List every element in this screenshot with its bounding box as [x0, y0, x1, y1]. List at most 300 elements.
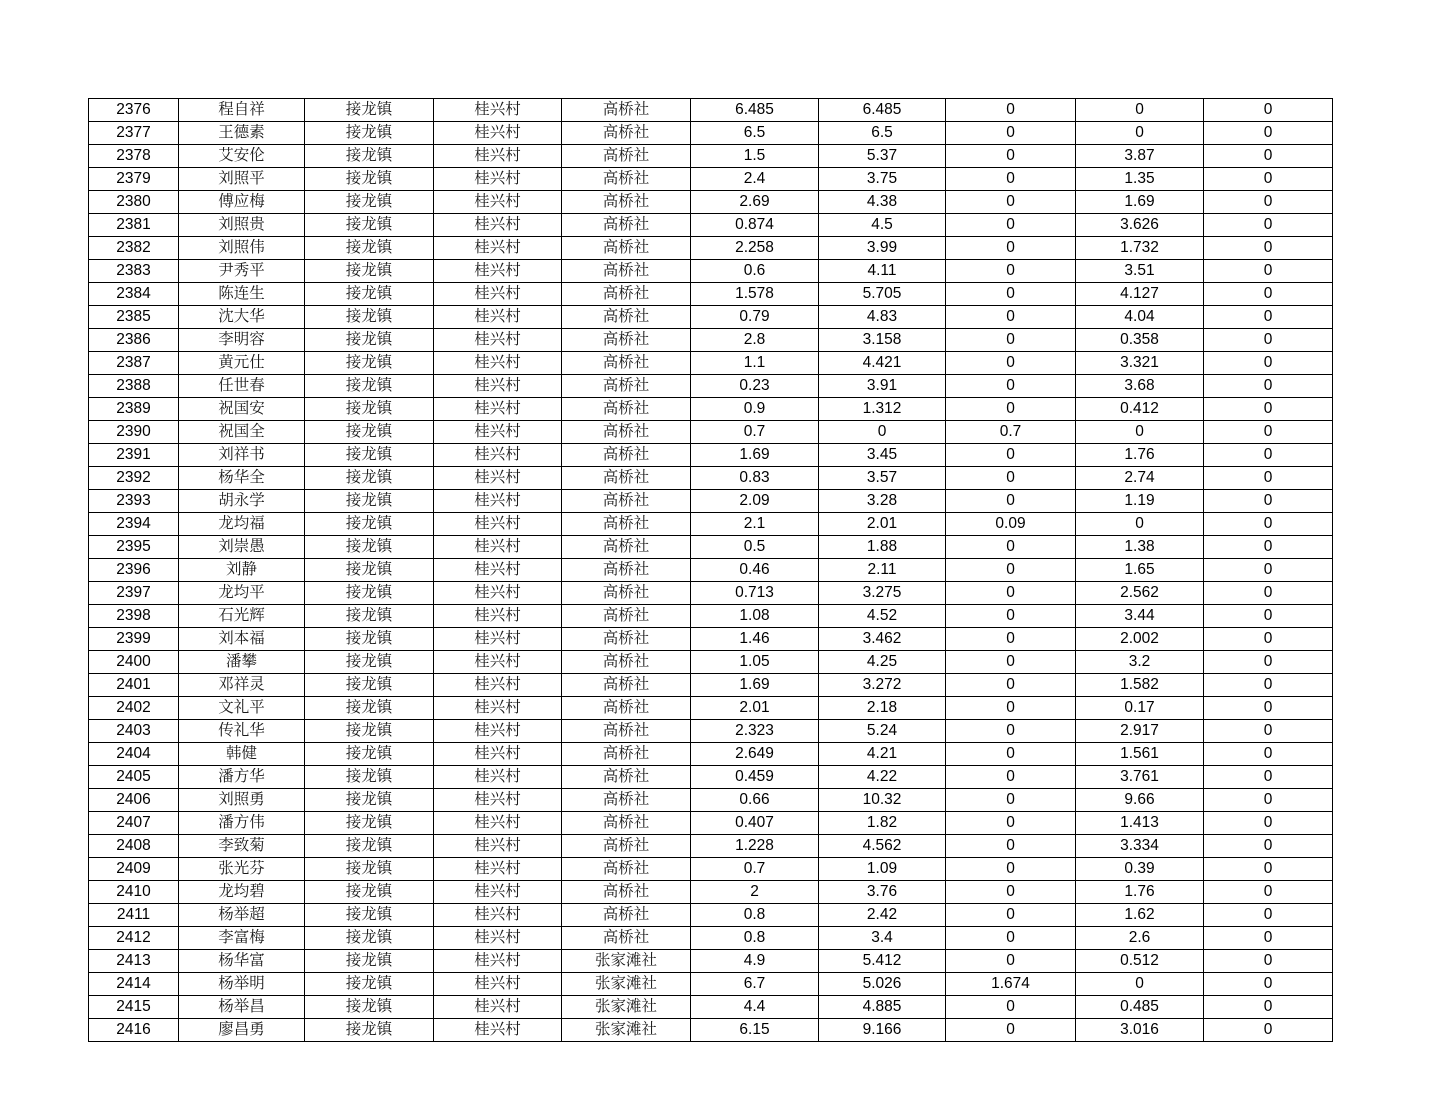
- cell-name: 刘静: [179, 559, 305, 582]
- cell-value3: 0: [946, 191, 1076, 214]
- cell-town: 接龙镇: [305, 467, 434, 490]
- cell-hamlet: 高桥社: [562, 99, 691, 122]
- cell-value1: 0.83: [691, 467, 819, 490]
- cell-name: 廖昌勇: [179, 1019, 305, 1042]
- cell-name: 黄元仕: [179, 352, 305, 375]
- cell-town: 接龙镇: [305, 398, 434, 421]
- cell-value2: 5.37: [819, 145, 946, 168]
- cell-value2: 3.75: [819, 168, 946, 191]
- cell-name: 刘照贵: [179, 214, 305, 237]
- cell-index: 2407: [89, 812, 179, 835]
- cell-value3: 0: [946, 237, 1076, 260]
- table-row: [89, 674, 1333, 697]
- cell-village: 桂兴村: [434, 352, 562, 375]
- cell-hamlet: 高桥社: [562, 214, 691, 237]
- cell-index: 2378: [89, 145, 179, 168]
- cell-value5: 0: [1204, 168, 1333, 191]
- cell-town: 接龙镇: [305, 306, 434, 329]
- cell-index: 2413: [89, 950, 179, 973]
- cell-index: 2383: [89, 260, 179, 283]
- cell-index: 2393: [89, 490, 179, 513]
- cell-hamlet: 张家滩社: [562, 950, 691, 973]
- cell-value2: 4.83: [819, 306, 946, 329]
- cell-value5: 0: [1204, 306, 1333, 329]
- cell-value1: 2.4: [691, 168, 819, 191]
- cell-value4: 0.485: [1076, 996, 1204, 1019]
- cell-hamlet: 高桥社: [562, 329, 691, 352]
- cell-index: 2400: [89, 651, 179, 674]
- cell-value1: 2.649: [691, 743, 819, 766]
- cell-value4: 3.44: [1076, 605, 1204, 628]
- cell-hamlet: 高桥社: [562, 835, 691, 858]
- cell-index: 2412: [89, 927, 179, 950]
- cell-value3: 0: [946, 996, 1076, 1019]
- cell-hamlet: 高桥社: [562, 306, 691, 329]
- cell-value5: 0: [1204, 973, 1333, 996]
- cell-value3: 0: [946, 1019, 1076, 1042]
- cell-value4: 3.334: [1076, 835, 1204, 858]
- cell-value2: 3.275: [819, 582, 946, 605]
- cell-village: 桂兴村: [434, 628, 562, 651]
- cell-village: 桂兴村: [434, 835, 562, 858]
- cell-town: 接龙镇: [305, 145, 434, 168]
- table-row: [89, 720, 1333, 743]
- cell-town: 接龙镇: [305, 628, 434, 651]
- cell-value4: 0: [1076, 973, 1204, 996]
- cell-index: 2376: [89, 99, 179, 122]
- cell-value2: 4.22: [819, 766, 946, 789]
- cell-hamlet: 高桥社: [562, 168, 691, 191]
- cell-value1: 6.7: [691, 973, 819, 996]
- cell-village: 桂兴村: [434, 513, 562, 536]
- cell-name: 张光芬: [179, 858, 305, 881]
- cell-value4: 1.38: [1076, 536, 1204, 559]
- cell-hamlet: 张家滩社: [562, 1019, 691, 1042]
- cell-index: 2408: [89, 835, 179, 858]
- cell-value3: 0: [946, 720, 1076, 743]
- cell-value5: 0: [1204, 122, 1333, 145]
- cell-index: 2388: [89, 375, 179, 398]
- cell-value1: 1.69: [691, 674, 819, 697]
- table-row: [89, 973, 1333, 996]
- cell-town: 接龙镇: [305, 329, 434, 352]
- cell-index: 2377: [89, 122, 179, 145]
- cell-value1: 1.46: [691, 628, 819, 651]
- table-row: [89, 122, 1333, 145]
- cell-value3: 0: [946, 444, 1076, 467]
- cell-value5: 0: [1204, 927, 1333, 950]
- cell-index: 2404: [89, 743, 179, 766]
- table-row: [89, 835, 1333, 858]
- cell-hamlet: 高桥社: [562, 421, 691, 444]
- cell-village: 桂兴村: [434, 904, 562, 927]
- cell-value1: 1.69: [691, 444, 819, 467]
- cell-town: 接龙镇: [305, 743, 434, 766]
- cell-value4: 3.51: [1076, 260, 1204, 283]
- cell-value4: 4.127: [1076, 283, 1204, 306]
- cell-value3: 0: [946, 950, 1076, 973]
- cell-value2: 2.11: [819, 559, 946, 582]
- cell-value3: 0: [946, 697, 1076, 720]
- cell-index: 2409: [89, 858, 179, 881]
- cell-value3: 0: [946, 283, 1076, 306]
- cell-town: 接龙镇: [305, 858, 434, 881]
- cell-hamlet: 高桥社: [562, 743, 691, 766]
- cell-village: 桂兴村: [434, 329, 562, 352]
- cell-name: 王德素: [179, 122, 305, 145]
- cell-value5: 0: [1204, 191, 1333, 214]
- cell-value4: 1.69: [1076, 191, 1204, 214]
- cell-value5: 0: [1204, 904, 1333, 927]
- cell-name: 刘崇愚: [179, 536, 305, 559]
- cell-village: 桂兴村: [434, 398, 562, 421]
- cell-value2: 4.21: [819, 743, 946, 766]
- cell-index: 2411: [89, 904, 179, 927]
- table-row: [89, 352, 1333, 375]
- cell-value5: 0: [1204, 99, 1333, 122]
- cell-value4: 1.19: [1076, 490, 1204, 513]
- cell-value4: 3.87: [1076, 145, 1204, 168]
- cell-value3: 0: [946, 260, 1076, 283]
- cell-index: 2405: [89, 766, 179, 789]
- data-table: [88, 98, 1333, 1042]
- cell-index: 2379: [89, 168, 179, 191]
- cell-value2: 4.11: [819, 260, 946, 283]
- cell-village: 桂兴村: [434, 720, 562, 743]
- cell-value2: 2.18: [819, 697, 946, 720]
- cell-town: 接龙镇: [305, 122, 434, 145]
- cell-value3: 0.7: [946, 421, 1076, 444]
- cell-town: 接龙镇: [305, 697, 434, 720]
- table-row: [89, 99, 1333, 122]
- cell-village: 桂兴村: [434, 996, 562, 1019]
- cell-hamlet: 高桥社: [562, 398, 691, 421]
- cell-value5: 0: [1204, 950, 1333, 973]
- cell-value2: 4.885: [819, 996, 946, 1019]
- cell-name: 龙均平: [179, 582, 305, 605]
- cell-town: 接龙镇: [305, 352, 434, 375]
- cell-value3: 1.674: [946, 973, 1076, 996]
- cell-value3: 0: [946, 927, 1076, 950]
- cell-town: 接龙镇: [305, 605, 434, 628]
- cell-value3: 0: [946, 559, 1076, 582]
- cell-name: 杨举昌: [179, 996, 305, 1019]
- cell-index: 2389: [89, 398, 179, 421]
- cell-value2: 5.705: [819, 283, 946, 306]
- cell-value3: 0: [946, 306, 1076, 329]
- cell-value3: 0: [946, 835, 1076, 858]
- cell-hamlet: 高桥社: [562, 789, 691, 812]
- table-row: [89, 950, 1333, 973]
- cell-value4: 0: [1076, 421, 1204, 444]
- cell-value4: 2.917: [1076, 720, 1204, 743]
- cell-value4: 1.62: [1076, 904, 1204, 927]
- cell-value1: 2.09: [691, 490, 819, 513]
- cell-value5: 0: [1204, 789, 1333, 812]
- cell-value3: 0: [946, 467, 1076, 490]
- cell-town: 接龙镇: [305, 950, 434, 973]
- cell-value2: 5.026: [819, 973, 946, 996]
- cell-village: 桂兴村: [434, 1019, 562, 1042]
- cell-value2: 0: [819, 421, 946, 444]
- table-row: [89, 1019, 1333, 1042]
- cell-town: 接龙镇: [305, 720, 434, 743]
- cell-name: 沈大华: [179, 306, 305, 329]
- cell-village: 桂兴村: [434, 812, 562, 835]
- cell-hamlet: 高桥社: [562, 260, 691, 283]
- cell-town: 接龙镇: [305, 835, 434, 858]
- cell-index: 2390: [89, 421, 179, 444]
- cell-value3: 0: [946, 536, 1076, 559]
- cell-value3: 0: [946, 743, 1076, 766]
- cell-index: 2384: [89, 283, 179, 306]
- cell-value1: 1.08: [691, 605, 819, 628]
- cell-value2: 1.312: [819, 398, 946, 421]
- cell-value2: 2.42: [819, 904, 946, 927]
- cell-value4: 1.76: [1076, 444, 1204, 467]
- cell-value3: 0: [946, 904, 1076, 927]
- cell-village: 桂兴村: [434, 743, 562, 766]
- cell-value2: 3.76: [819, 881, 946, 904]
- table-row: [89, 306, 1333, 329]
- cell-index: 2395: [89, 536, 179, 559]
- cell-value2: 6.485: [819, 99, 946, 122]
- cell-value5: 0: [1204, 881, 1333, 904]
- cell-value4: 0: [1076, 99, 1204, 122]
- cell-index: 2415: [89, 996, 179, 1019]
- cell-village: 桂兴村: [434, 858, 562, 881]
- cell-hamlet: 高桥社: [562, 559, 691, 582]
- cell-town: 接龙镇: [305, 559, 434, 582]
- cell-name: 邓祥灵: [179, 674, 305, 697]
- cell-value1: 6.485: [691, 99, 819, 122]
- cell-name: 程自祥: [179, 99, 305, 122]
- cell-value2: 1.09: [819, 858, 946, 881]
- cell-name: 杨华富: [179, 950, 305, 973]
- cell-name: 传礼华: [179, 720, 305, 743]
- cell-village: 桂兴村: [434, 927, 562, 950]
- cell-value1: 6.15: [691, 1019, 819, 1042]
- cell-village: 桂兴村: [434, 651, 562, 674]
- cell-hamlet: 高桥社: [562, 605, 691, 628]
- cell-value4: 2.6: [1076, 927, 1204, 950]
- cell-village: 桂兴村: [434, 191, 562, 214]
- cell-town: 接龙镇: [305, 766, 434, 789]
- cell-value4: 1.35: [1076, 168, 1204, 191]
- cell-value5: 0: [1204, 145, 1333, 168]
- cell-value1: 0.713: [691, 582, 819, 605]
- cell-value4: 3.2: [1076, 651, 1204, 674]
- cell-town: 接龙镇: [305, 789, 434, 812]
- cell-village: 桂兴村: [434, 789, 562, 812]
- cell-name: 韩健: [179, 743, 305, 766]
- cell-name: 祝国全: [179, 421, 305, 444]
- cell-value3: 0: [946, 651, 1076, 674]
- cell-hamlet: 高桥社: [562, 582, 691, 605]
- cell-value5: 0: [1204, 467, 1333, 490]
- cell-value3: 0: [946, 582, 1076, 605]
- cell-value5: 0: [1204, 375, 1333, 398]
- cell-village: 桂兴村: [434, 697, 562, 720]
- cell-value3: 0: [946, 789, 1076, 812]
- cell-value4: 9.66: [1076, 789, 1204, 812]
- cell-value5: 0: [1204, 766, 1333, 789]
- cell-value2: 1.82: [819, 812, 946, 835]
- table-row: [89, 421, 1333, 444]
- cell-village: 桂兴村: [434, 605, 562, 628]
- cell-value5: 0: [1204, 743, 1333, 766]
- table-row: [89, 858, 1333, 881]
- cell-value4: 0: [1076, 122, 1204, 145]
- cell-hamlet: 高桥社: [562, 720, 691, 743]
- cell-village: 桂兴村: [434, 260, 562, 283]
- cell-value2: 3.57: [819, 467, 946, 490]
- cell-index: 2403: [89, 720, 179, 743]
- cell-village: 桂兴村: [434, 559, 562, 582]
- cell-village: 桂兴村: [434, 766, 562, 789]
- cell-value2: 4.5: [819, 214, 946, 237]
- cell-village: 桂兴村: [434, 421, 562, 444]
- cell-value5: 0: [1204, 812, 1333, 835]
- cell-value4: 0.358: [1076, 329, 1204, 352]
- cell-village: 桂兴村: [434, 214, 562, 237]
- cell-value1: 0.8: [691, 904, 819, 927]
- table-row: [89, 513, 1333, 536]
- cell-town: 接龙镇: [305, 260, 434, 283]
- cell-name: 龙均碧: [179, 881, 305, 904]
- cell-hamlet: 张家滩社: [562, 973, 691, 996]
- cell-name: 尹秀平: [179, 260, 305, 283]
- cell-name: 刘本福: [179, 628, 305, 651]
- cell-town: 接龙镇: [305, 168, 434, 191]
- cell-value2: 6.5: [819, 122, 946, 145]
- cell-value5: 0: [1204, 697, 1333, 720]
- cell-value1: 2.69: [691, 191, 819, 214]
- cell-value4: 0.512: [1076, 950, 1204, 973]
- cell-value1: 0.5: [691, 536, 819, 559]
- table-row: [89, 444, 1333, 467]
- cell-hamlet: 高桥社: [562, 697, 691, 720]
- table-row: [89, 927, 1333, 950]
- table-row: [89, 697, 1333, 720]
- cell-value5: 0: [1204, 720, 1333, 743]
- cell-value3: 0: [946, 881, 1076, 904]
- cell-value1: 2.01: [691, 697, 819, 720]
- cell-value4: 0.412: [1076, 398, 1204, 421]
- table-row: [89, 743, 1333, 766]
- cell-value2: 5.412: [819, 950, 946, 973]
- cell-hamlet: 高桥社: [562, 191, 691, 214]
- cell-value4: 2.002: [1076, 628, 1204, 651]
- cell-value1: 1.578: [691, 283, 819, 306]
- cell-name: 石光辉: [179, 605, 305, 628]
- cell-value2: 4.25: [819, 651, 946, 674]
- cell-hamlet: 高桥社: [562, 651, 691, 674]
- cell-value4: 3.626: [1076, 214, 1204, 237]
- cell-town: 接龙镇: [305, 927, 434, 950]
- cell-index: 2385: [89, 306, 179, 329]
- cell-village: 桂兴村: [434, 122, 562, 145]
- cell-value4: 0.17: [1076, 697, 1204, 720]
- cell-value3: 0: [946, 766, 1076, 789]
- cell-name: 刘照勇: [179, 789, 305, 812]
- cell-value2: 5.24: [819, 720, 946, 743]
- cell-name: 龙均福: [179, 513, 305, 536]
- cell-index: 2399: [89, 628, 179, 651]
- cell-name: 杨举明: [179, 973, 305, 996]
- cell-value5: 0: [1204, 651, 1333, 674]
- cell-value3: 0: [946, 375, 1076, 398]
- cell-town: 接龙镇: [305, 214, 434, 237]
- cell-village: 桂兴村: [434, 536, 562, 559]
- cell-value5: 0: [1204, 536, 1333, 559]
- cell-town: 接龙镇: [305, 513, 434, 536]
- cell-value2: 2.01: [819, 513, 946, 536]
- cell-value5: 0: [1204, 329, 1333, 352]
- cell-village: 桂兴村: [434, 145, 562, 168]
- cell-village: 桂兴村: [434, 467, 562, 490]
- cell-value2: 3.158: [819, 329, 946, 352]
- cell-value5: 0: [1204, 237, 1333, 260]
- cell-value5: 0: [1204, 835, 1333, 858]
- cell-index: 2402: [89, 697, 179, 720]
- cell-name: 刘祥书: [179, 444, 305, 467]
- cell-village: 桂兴村: [434, 444, 562, 467]
- cell-town: 接龙镇: [305, 283, 434, 306]
- table-row: [89, 214, 1333, 237]
- table-row: [89, 490, 1333, 513]
- cell-index: 2382: [89, 237, 179, 260]
- cell-value1: 0.407: [691, 812, 819, 835]
- cell-value4: 1.413: [1076, 812, 1204, 835]
- cell-name: 刘照平: [179, 168, 305, 191]
- cell-town: 接龙镇: [305, 237, 434, 260]
- table-row: [89, 766, 1333, 789]
- cell-town: 接龙镇: [305, 904, 434, 927]
- cell-hamlet: 高桥社: [562, 467, 691, 490]
- cell-value4: 2.562: [1076, 582, 1204, 605]
- cell-value1: 2: [691, 881, 819, 904]
- cell-town: 接龙镇: [305, 651, 434, 674]
- cell-value3: 0: [946, 168, 1076, 191]
- cell-value3: 0: [946, 214, 1076, 237]
- cell-value1: 4.4: [691, 996, 819, 1019]
- cell-index: 2391: [89, 444, 179, 467]
- cell-town: 接龙镇: [305, 674, 434, 697]
- cell-town: 接龙镇: [305, 99, 434, 122]
- cell-value1: 0.874: [691, 214, 819, 237]
- cell-hamlet: 高桥社: [562, 536, 691, 559]
- cell-name: 傅应梅: [179, 191, 305, 214]
- cell-value1: 2.323: [691, 720, 819, 743]
- cell-value5: 0: [1204, 260, 1333, 283]
- cell-value5: 0: [1204, 605, 1333, 628]
- cell-hamlet: 高桥社: [562, 766, 691, 789]
- table-row: [89, 375, 1333, 398]
- cell-name: 李明容: [179, 329, 305, 352]
- cell-hamlet: 高桥社: [562, 283, 691, 306]
- cell-value2: 4.38: [819, 191, 946, 214]
- cell-village: 桂兴村: [434, 168, 562, 191]
- cell-hamlet: 高桥社: [562, 145, 691, 168]
- cell-hamlet: 高桥社: [562, 375, 691, 398]
- table-row: [89, 559, 1333, 582]
- cell-value5: 0: [1204, 674, 1333, 697]
- cell-value2: 3.28: [819, 490, 946, 513]
- cell-village: 桂兴村: [434, 881, 562, 904]
- cell-value5: 0: [1204, 513, 1333, 536]
- cell-index: 2387: [89, 352, 179, 375]
